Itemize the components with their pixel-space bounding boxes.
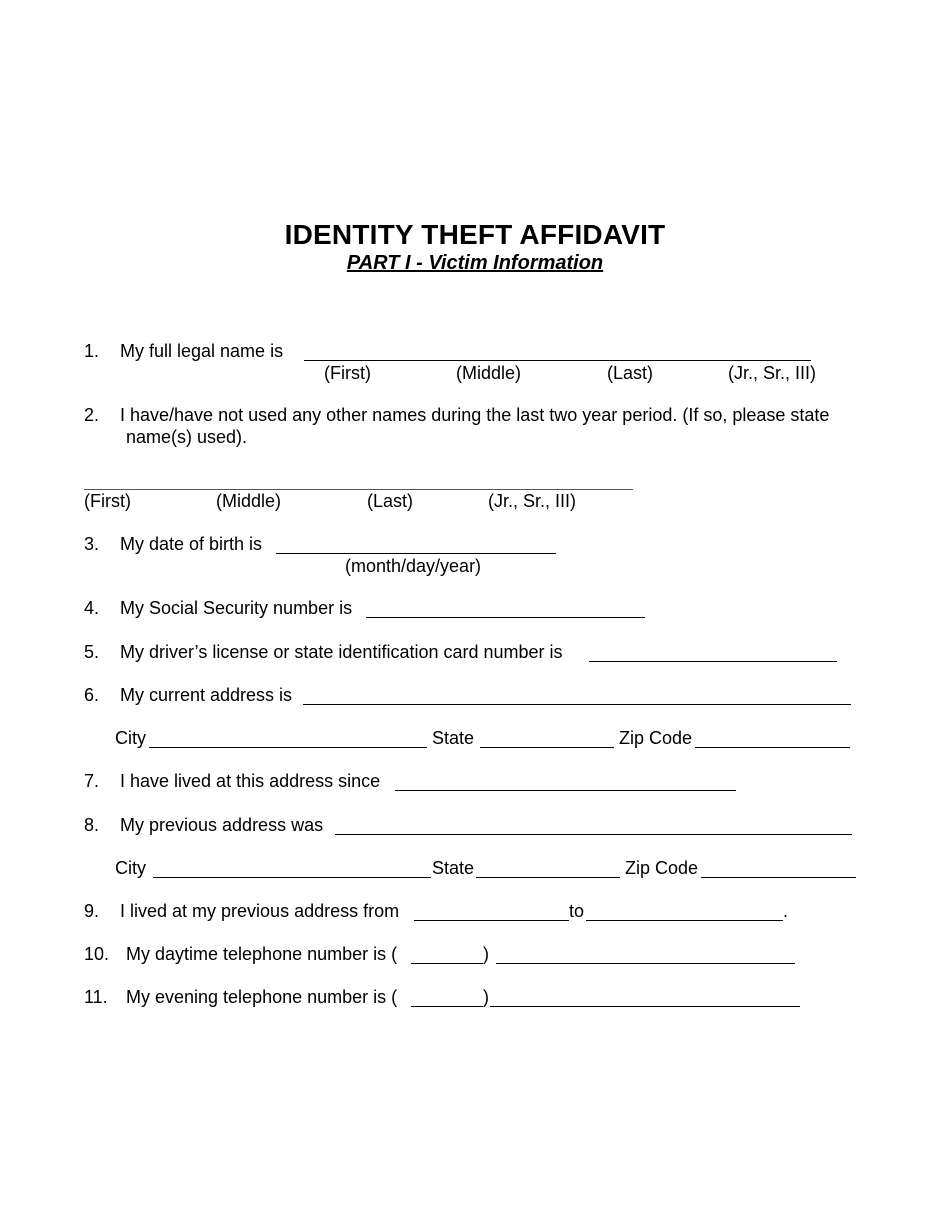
item-9-period: .: [783, 901, 789, 921]
item-11-label: My evening telephone number is (: [126, 987, 398, 1007]
item-2-label-cont: name(s) used).: [126, 427, 248, 447]
item-7-number: 7.: [84, 771, 100, 791]
item-10-label: My daytime telephone number is (: [126, 944, 398, 964]
item-1-label: My full legal name is: [120, 341, 284, 361]
item-9-label: I lived at my previous address from: [120, 901, 400, 921]
item-6-label: My current address is: [120, 685, 293, 705]
item-1-sub-first: (First): [324, 363, 371, 383]
item-3-sub: (month/day/year): [345, 556, 482, 576]
previous-address-field[interactable]: [335, 834, 852, 835]
daytime-phone-field[interactable]: [496, 963, 795, 964]
item-3-label: My date of birth is: [120, 534, 263, 554]
item-2-label: I have/have not used any other names during the last two year period. (If so, please state: [120, 405, 830, 425]
item-5-number: 5.: [84, 642, 100, 662]
item-2-sub-last: (Last): [367, 491, 414, 511]
ssn-field[interactable]: [366, 617, 645, 618]
item-6-zip-label: Zip Code: [619, 728, 693, 748]
item-1-sub-middle: (Middle): [456, 363, 522, 383]
previous-from-field[interactable]: [414, 920, 569, 921]
item-7-label: I have lived at this address since: [120, 771, 381, 791]
item-2-sub-suffix: (Jr., Sr., III): [488, 491, 577, 511]
item-8-label: My previous address was: [120, 815, 324, 835]
item-1-sub-last: (Last): [607, 363, 654, 383]
item-2-sub-middle: (Middle): [216, 491, 282, 511]
item-2-number: 2.: [84, 405, 100, 425]
item-8-state-label: State: [432, 858, 475, 878]
item-10-number: 10.: [84, 944, 110, 964]
item-6-city-label: City: [115, 728, 146, 748]
current-address-field[interactable]: [303, 704, 851, 705]
item-10-close-paren: ): [483, 944, 489, 964]
previous-city-field[interactable]: [153, 877, 431, 878]
full-name-field[interactable]: [304, 360, 811, 361]
item-8-number: 8.: [84, 815, 100, 835]
other-names-field[interactable]: [84, 489, 633, 490]
item-11-number: 11.: [84, 987, 108, 1007]
current-zip-field[interactable]: [695, 747, 850, 748]
previous-zip-field[interactable]: [701, 877, 856, 878]
license-number-field[interactable]: [589, 661, 837, 662]
form-title: IDENTITY THEFT AFFIDAVIT: [284, 219, 666, 250]
evening-phone-field[interactable]: [490, 1006, 800, 1007]
evening-area-code-field[interactable]: [411, 1006, 483, 1007]
item-1-sub-suffix: (Jr., Sr., III): [728, 363, 817, 383]
current-state-field[interactable]: [480, 747, 614, 748]
item-8-city-label: City: [115, 858, 146, 878]
item-6-number: 6.: [84, 685, 100, 705]
item-5-label: My driver’s license or state identification card number is: [120, 642, 563, 662]
item-3-number: 3.: [84, 534, 100, 554]
form-subtitle: PART I - Victim Information: [346, 252, 604, 274]
previous-to-field[interactable]: [586, 920, 783, 921]
previous-state-field[interactable]: [476, 877, 620, 878]
item-4-number: 4.: [84, 598, 100, 618]
item-9-to-label: to: [569, 901, 585, 921]
item-2-sub-first: (First): [84, 491, 131, 511]
item-1-number: 1.: [84, 341, 100, 361]
current-city-field[interactable]: [149, 747, 427, 748]
item-6-state-label: State: [432, 728, 475, 748]
date-of-birth-field[interactable]: [276, 553, 556, 554]
item-9-number: 9.: [84, 901, 100, 921]
item-4-label: My Social Security number is: [120, 598, 353, 618]
daytime-area-code-field[interactable]: [411, 963, 483, 964]
item-11-close-paren: ): [483, 987, 489, 1007]
address-since-field[interactable]: [395, 790, 736, 791]
item-8-zip-label: Zip Code: [625, 858, 699, 878]
